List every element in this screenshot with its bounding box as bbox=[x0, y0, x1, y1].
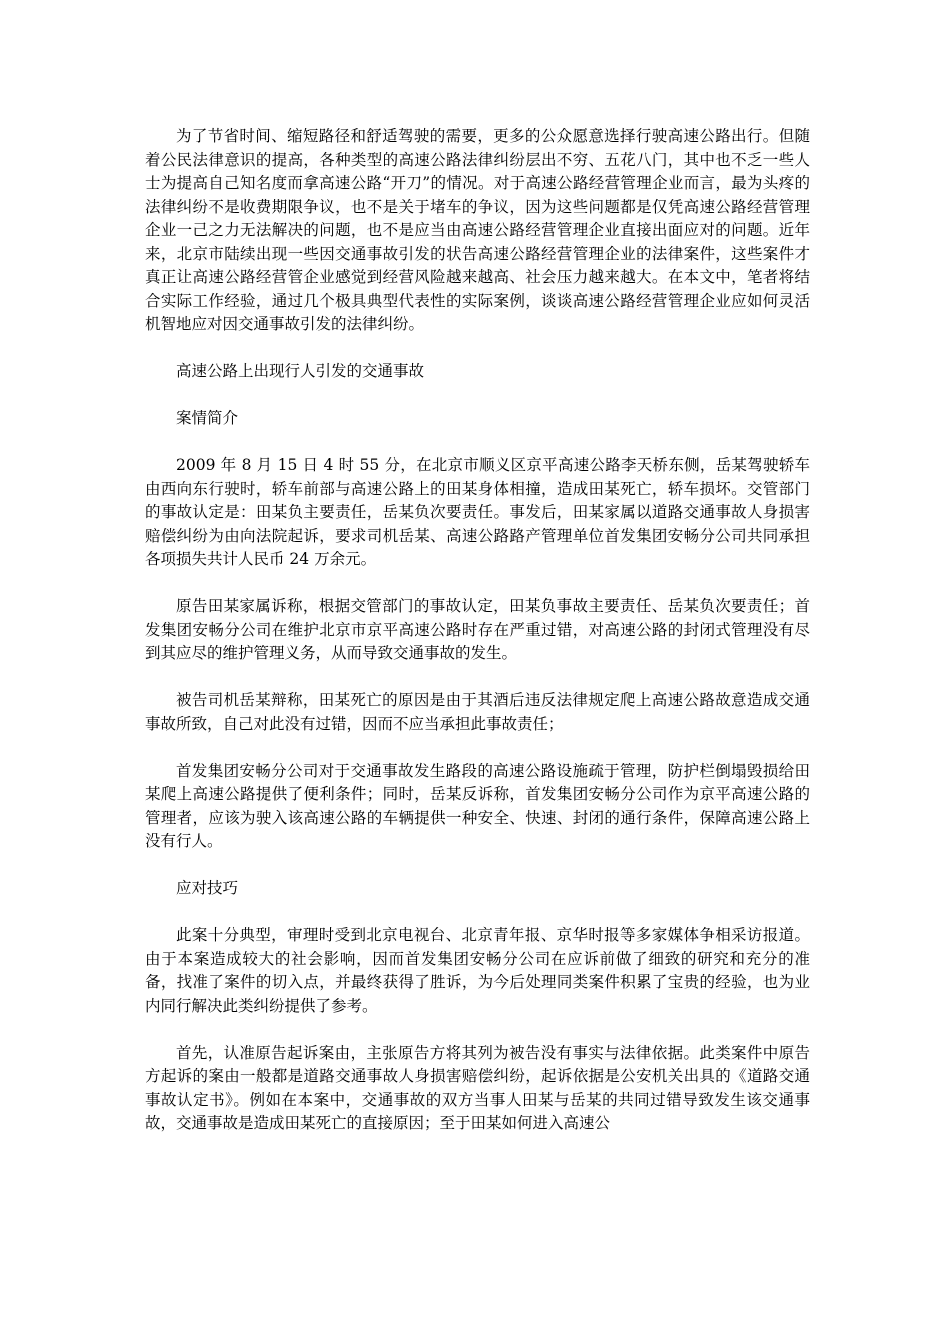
strategy-first-point-paragraph: 首先，认准原告起诉案由，主张原告方将其列为被告没有事实与法律依据。此类案件中原告方起诉的案由一般都是道路交通事故人身损害赔偿纠纷，起诉依据是公安机关出具的《道路交通事故认定书》。例如在本案中，交通事故的双方当事人田某与岳某的共同过错导致发生该交通事故，交通事故是造成田某死亡的直接原因；至于田某如何进入高速公 bbox=[145, 1043, 810, 1132]
defendant-defense-paragraph: 被告司机岳某辩称，田某死亡的原因是由于其酒后违反法律规定爬上高速公路故意造成交通事故所致，自己对此没有过错，因而不应当承担此事故责任； bbox=[145, 691, 810, 733]
case-facts-paragraph: 2009 年 8 月 15 日 4 时 55 分，在北京市顺义区京平高速公路李天桥东侧，岳某驾驶轿车由西向东行驶时，轿车前部与高速公路上的田某身体相撞，造成田某死亡，轿车损坏。交管部门的事故认定是：田某负主要责任，岳某负次要责任。事发后，田某家属以道路交通事故人身损害赔偿纠纷为由向法院起诉，要求司机岳某、高速公路路产管理单位首发集团安畅分公司共同承担各项损失共计人民币 24 万余元。 bbox=[145, 456, 810, 568]
subheading-case-summary: 案情简介 bbox=[176, 409, 239, 427]
counterclaim-paragraph: 首发集团安畅分公司对于交通事故发生路段的高速公路设施疏于管理，防护栏倒塌毁损给田某爬上高速公路提供了便利条件；同时，岳某反诉称，首发集团安畅分公司作为京平高速公路的管理者，应该为驶入该高速公路的车辆提供一种安全、快速、封闭的通行条件，保障高速公路上没有行人。 bbox=[145, 761, 810, 850]
document-page bbox=[145, 125, 810, 1159]
subheading-response-strategy: 应对技巧 bbox=[176, 879, 239, 897]
intro-paragraph: 为了节省时间、缩短路径和舒适驾驶的需要，更多的公众愿意选择行驶高速公路出行。但随着公民法律意识的提高，各种类型的高速公路法律纠纷层出不穷、五花八门，其中也不乏一些人士为提高自己知名度而拿高速公路“开刀”的情况。对于高速公路经营管理企业而言，最为头疼的法律纠纷不是收费期限争议，也不是关于堵车的争议，因为这些问题都是仅凭高速公路经营管理企业一己之力无法解决的问题，也不是应当由高速公路经营管理企业直接出面应对的问题。近年来，北京市陆续出现一些因交通事故引发的状告高速公路经营管理企业的法律案件，这些案件才真正让高速公路经营管企业感觉到经营风险越来越高、社会压力越来越大。在本文中，笔者将结合实际工作经验，通过几个极具典型代表性的实际案例，谈谈高速公路经营管理企业应如何灵活机智地应对因交通事故引发的法律纠纷。 bbox=[145, 127, 810, 333]
strategy-overview-paragraph: 此案十分典型，审理时受到北京电视台、北京青年报、京华时报等多家媒体争相采访报道。由于本案造成较大的社会影响，因而首发集团安畅分公司在应诉前做了细致的研究和充分的准备，找准了案件的切入点，并最终获得了胜诉，为今后处理同类案件积累了宝贵的经验，也为业内同行解决此类纠纷提供了参考。 bbox=[145, 926, 810, 1015]
section-heading-pedestrian-accident: 高速公路上出现行人引发的交通事故 bbox=[176, 362, 425, 380]
plaintiff-claim-paragraph: 原告田某家属诉称，根据交管部门的事故认定，田某负事故主要责任、岳某负次要责任；首发集团安畅分公司在维护北京市京平高速公路时存在严重过错，对高速公路的封闭式管理没有尽到其应尽的维护管理义务，从而导致交通事故的发生。 bbox=[145, 597, 810, 662]
